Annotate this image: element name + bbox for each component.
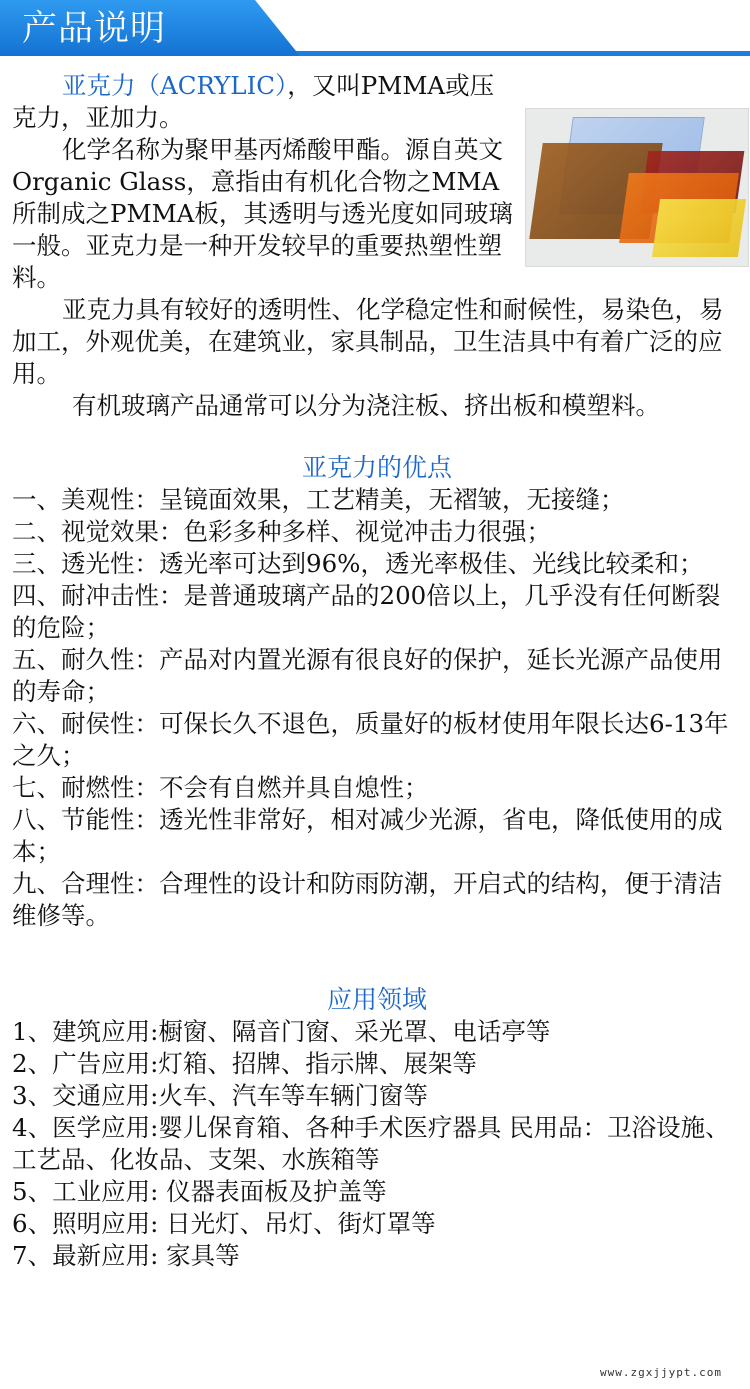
application-item: 2、广告应用:灯箱、招牌、指示牌、展架等: [12, 1049, 477, 1078]
intro-text: [12, 70, 518, 294]
application-item: 5、工业应用: 仪器表面板及护盖等: [12, 1177, 387, 1206]
application-item: 1、建筑应用:橱窗、隔音门窗、采光罩、电话亭等: [12, 1017, 551, 1046]
advantage-item: 五、耐久性：产品对内置光源有很良好的保护，延长光源产品使用的寿命；: [12, 645, 723, 706]
page-title: 产品说明: [22, 9, 167, 49]
advantage-item: 八、节能性：透光性非常好，相对减少光源，省电，降低使用的成本；: [12, 805, 723, 866]
advantage-item: 二、视觉效果：色彩多种多样、视觉冲击力很强；: [12, 517, 551, 546]
advantages-heading: 亚克力的优点: [301, 453, 452, 482]
intro-paragraph-3: 亚克力具有较好的透明性、化学稳定性和耐候性，易染色，易加工，外观优美，在建筑业，家具制品，卫生洁具中有着广泛的应用。: [12, 295, 724, 388]
intro-section: [12, 70, 742, 422]
application-item: 7、最新应用: 家具等: [12, 1241, 240, 1270]
application-item: 6、照明应用: 日光灯、吊灯、街灯罩等: [12, 1209, 436, 1238]
advantage-item: 三、透光性：透光率可达到96%，透光率极佳、光线比较柔和；: [12, 549, 704, 578]
intro-paragraph-2: 化学名称为聚甲基丙烯酸甲酯。源自英文Organic Glass，意指由有机化合物之MMA所制成之PMMA板，其透明与透光度如同玻璃一般。亚克力是一种开发较早的重要热塑性塑料。: [12, 135, 513, 292]
application-item: 4、医学应用:婴儿保育箱、各种手术医疗器具 民用品：卫浴设施、工艺品、化妆品、支架、水族箱等: [12, 1113, 730, 1174]
intro-paragraph-4: 有机玻璃产品通常可以分为浇注板、挤出板和模塑料。: [72, 391, 660, 420]
intro-paragraph-1: [12, 70, 518, 134]
intro-p1-rest: ，又叫PMMA或压克力，亚加力。: [12, 71, 495, 132]
advantages-list: [12, 484, 742, 932]
advantage-item: 七、耐燃性：不会有自燃并具自熄性；: [12, 773, 429, 802]
page-header: [0, 0, 750, 62]
intro-more: [12, 294, 742, 422]
acrylic-sheets-photo: [525, 108, 749, 267]
advantage-item: 九、合理性：合理性的设计和防雨防潮，开启式的结构，便于清洁维修等。: [12, 869, 723, 930]
advantage-item: 一、美观性：呈镜面效果，工艺精美，无褶皱，无接缝；: [12, 485, 625, 514]
application-item: 3、交通应用:火车、汽车等车辆门窗等: [12, 1081, 428, 1110]
applications-list: [12, 1016, 742, 1272]
advantage-item: 六、耐侯性：可保长久不退色，质量好的板材使用年限长达6-13年之久；: [12, 709, 729, 770]
acrylic-term: 亚克力（ACRYLIC）: [62, 71, 288, 100]
applications-heading: 应用领域: [326, 985, 427, 1014]
main-content: [12, 70, 742, 1272]
advantage-item: 四、耐冲击性：是普通玻璃产品的200倍以上，几乎没有任何断裂的危险；: [12, 581, 721, 642]
site-url-watermark: www.zgxjjypt.com: [600, 1366, 722, 1379]
